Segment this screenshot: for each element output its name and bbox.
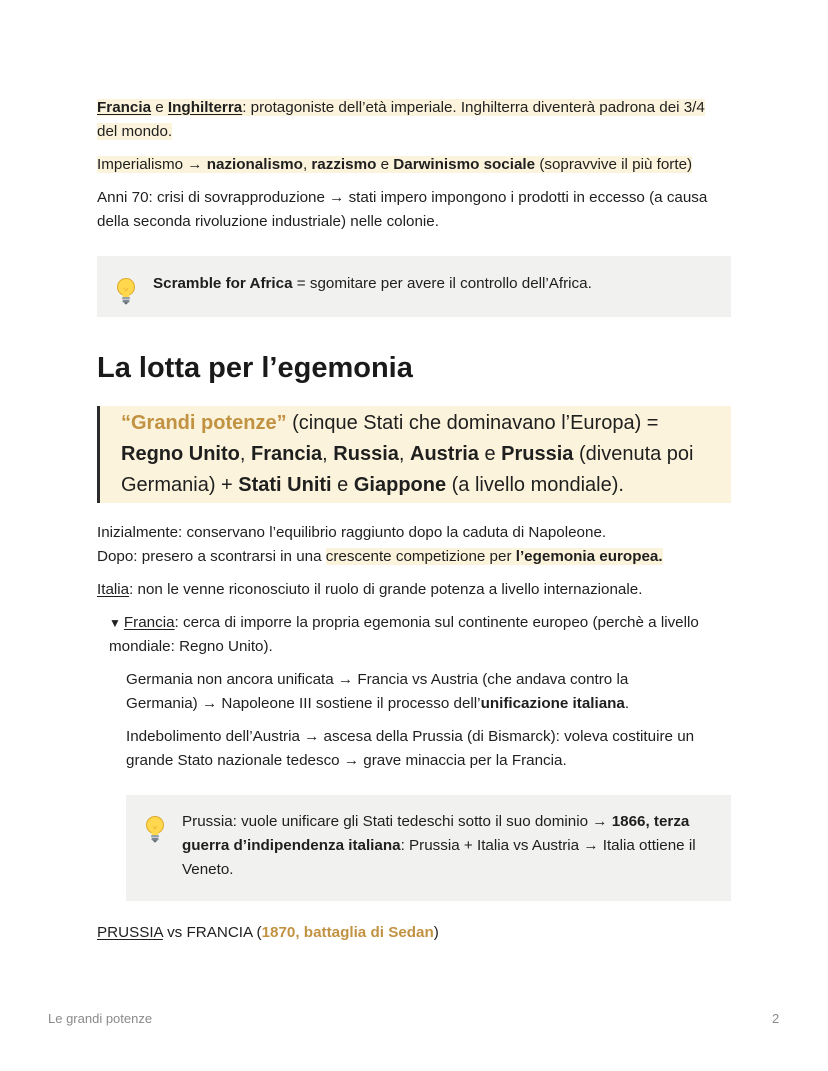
callout-text <box>153 272 713 296</box>
text-regno-unito: Regno Unito <box>121 443 240 465</box>
callout-text <box>182 810 713 882</box>
text: crescente competizione per <box>325 548 516 565</box>
quote-text <box>121 408 719 501</box>
footer-title: Le grandi potenze <box>48 1011 153 1026</box>
text: , <box>302 156 312 173</box>
quote-grandi-potenze <box>97 406 731 503</box>
text: (cinque Stati che dominavano l’Europa) = <box>286 412 659 434</box>
text-egemonia-europea: l’egemonia europea. <box>515 548 663 565</box>
lightbulb-icon <box>115 277 137 310</box>
text: Prussia: vuole unificare gli Stati tedeschi sotto il suo dominio → <box>182 813 612 830</box>
footer-page-number: 2 <box>772 1011 780 1026</box>
text: : Prussia + Italia vs Austria → Italia ottiene il Veneto. <box>182 837 696 878</box>
text: Imperialismo → <box>97 156 207 173</box>
text-francia: Francia <box>251 443 323 465</box>
text-scramble: Scramble for Africa <box>153 275 293 292</box>
text: Germania non ancora unificata → Francia vs Austria (che andava contro la Germania) → Napoleone III sostiene il processo dell’ <box>126 671 629 712</box>
text-terza-guerra: 1866, terza guerra d’indipendenza italiana <box>182 813 690 854</box>
section-heading: La lotta per l’egemonia <box>97 352 413 384</box>
text: e <box>331 474 354 496</box>
text-francia: Francia <box>123 614 175 631</box>
text: . <box>624 695 630 712</box>
text-giappone: Giappone <box>353 474 447 496</box>
text-grandi-potenze: “Grandi potenze” <box>121 412 287 434</box>
text-prussia: Prussia <box>501 443 574 465</box>
text-francia: Francia <box>97 99 152 116</box>
text: (a livello mondiale). <box>446 474 624 496</box>
text-russia: Russia <box>333 443 399 465</box>
text: e <box>376 156 394 173</box>
page-content <box>97 96 731 945</box>
paragraph-imperialismo <box>97 153 707 177</box>
paragraph-germania <box>126 668 696 716</box>
text-austria: Austria <box>410 443 479 465</box>
paragraph-italia <box>97 578 731 602</box>
text: e <box>478 443 502 465</box>
text: ) <box>433 924 439 941</box>
paragraph-francia-inghilterra <box>97 96 727 144</box>
text: : cerca di imporre la propria egemonia sul continente europeo (perchè a livello mondiale: Regno Unito). <box>109 614 699 655</box>
paragraph-prussia-francia <box>97 921 731 945</box>
text-nazionalismo: nazionalismo <box>206 156 303 173</box>
text: , <box>398 443 410 465</box>
text-italia: Italia <box>97 581 130 598</box>
text-stati-uniti: Stati Uniti <box>238 474 332 496</box>
callout-prussia <box>126 795 731 901</box>
toggle-arrow-icon[interactable]: ▼ <box>109 616 121 630</box>
text: : non le venne riconosciuto il ruolo di grande potenza a livello internazionale. <box>129 581 643 598</box>
text-razzismo: razzismo <box>311 156 377 173</box>
text: , <box>322 443 334 465</box>
paragraph-equilibrio <box>97 521 731 569</box>
text: (divenuta poi Germania) + <box>121 443 694 496</box>
text-unificazione-italiana: unificazione italiana <box>480 695 625 712</box>
text-darwinismo: Darwinismo sociale <box>393 156 536 173</box>
text: : protagoniste dell’età imperiale. Inghilterra diventerà padrona dei 3/4 del mondo. <box>97 99 705 140</box>
toggle-content <box>97 668 731 901</box>
toggle-francia[interactable] <box>97 611 699 659</box>
text: Inizialmente: conservano l’equilibrio raggiunto dopo la caduta di Napoleone. <box>97 524 607 541</box>
text: e <box>151 99 168 116</box>
callout-scramble <box>97 256 731 317</box>
text-prussia: PRUSSIA <box>97 924 163 941</box>
text: , <box>239 443 251 465</box>
text-battaglia-sedan: 1870, battaglia di Sedan <box>261 924 434 941</box>
text: Dopo: presero a scontrarsi in una <box>97 548 326 565</box>
paragraph-anni-70: Anni 70: crisi di sovrapproduzione → stati impero impongono i prodotti in eccesso (a causa della seconda rivoluzione industriale) nelle colonie. <box>97 189 708 230</box>
text: = sgomitare per avere il controllo dell’Africa. <box>292 275 592 292</box>
text-inghilterra: Inghilterra <box>167 99 243 116</box>
text: (sopravvive il più forte) <box>535 156 693 173</box>
text: vs FRANCIA ( <box>162 924 262 941</box>
paragraph-austria: Indebolimento dell’Austria → ascesa della Prussia (di Bismarck): voleva costituire un grande Stato nazionale tedesco → grave minaccia per la Francia. <box>126 728 695 769</box>
lightbulb-icon <box>144 815 166 848</box>
